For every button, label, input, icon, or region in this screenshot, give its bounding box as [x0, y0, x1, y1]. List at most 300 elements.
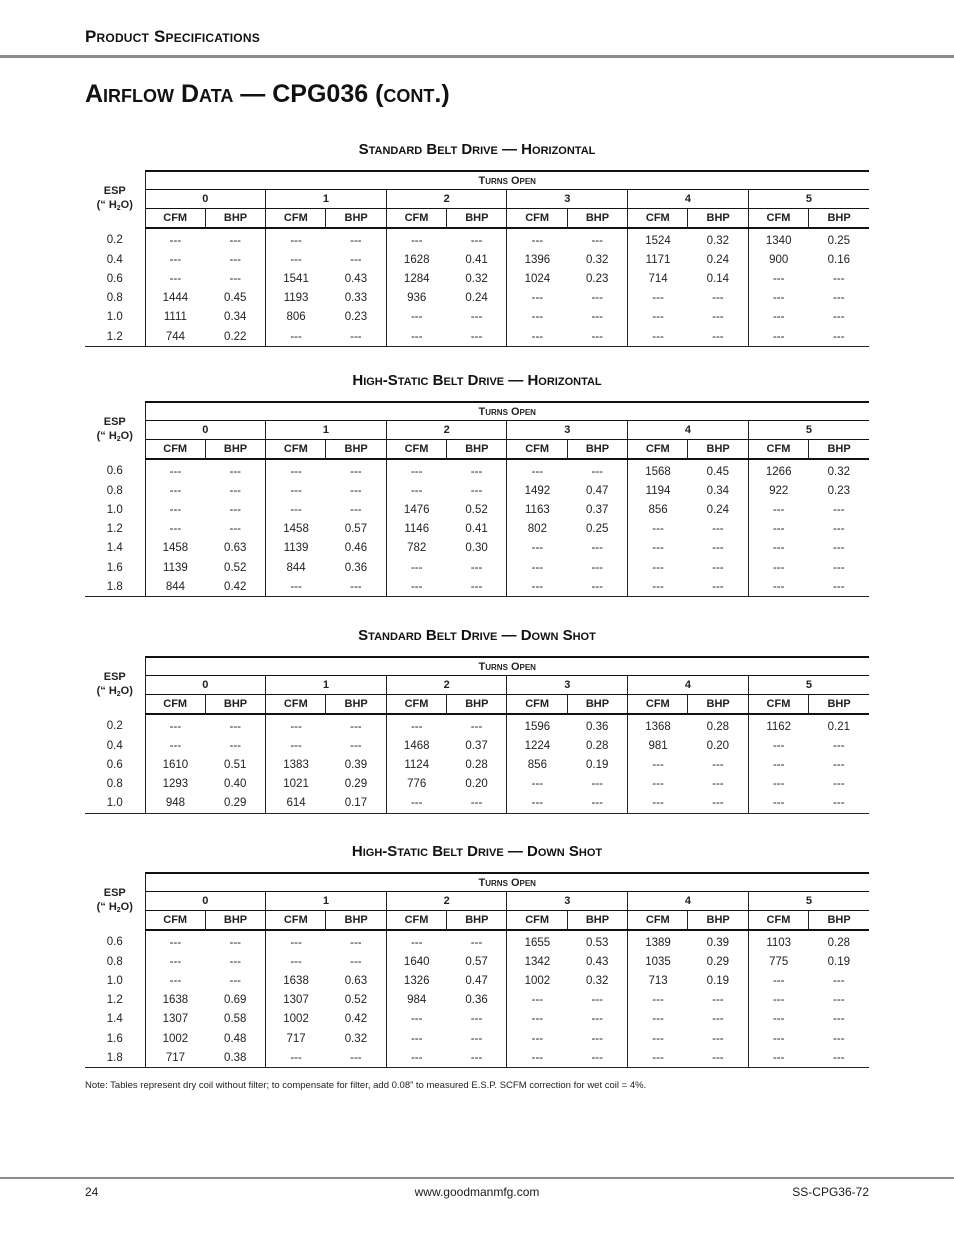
- bhp-value: ---: [567, 459, 627, 481]
- bhp-value: ---: [688, 775, 748, 794]
- cfm-value: ---: [169, 739, 182, 752]
- turns-column-header: 3: [507, 421, 628, 440]
- bhp-value: ---: [833, 311, 845, 324]
- cfm-value: 714: [648, 272, 668, 285]
- cfm-value: 1002: [524, 974, 551, 987]
- cfm-value: ---: [169, 720, 182, 733]
- cfm-value: 717: [286, 1032, 306, 1045]
- cfm-value: 802: [527, 523, 547, 536]
- cfm-value: ---: [290, 484, 302, 497]
- bhp-value: 0.34: [688, 481, 748, 500]
- esp-value: 1.2: [85, 520, 145, 539]
- bhp-value: 0.32: [447, 269, 507, 288]
- cfm-value: ---: [772, 272, 785, 285]
- bhp-value: ---: [567, 539, 627, 558]
- page-title: Airflow Data — CPG036 (cont.): [85, 80, 450, 108]
- cfm-value: ---: [410, 561, 423, 574]
- esp-header-label: ESP: [103, 886, 126, 899]
- bhp-header: BHP: [447, 695, 507, 715]
- bhp-value: ---: [205, 459, 265, 481]
- cfm-header: CFM: [628, 695, 688, 715]
- table-row: [85, 539, 869, 558]
- cfm-value: 984: [407, 994, 427, 1007]
- esp-value: 0.2: [85, 714, 145, 736]
- cfm-value: ---: [169, 234, 182, 247]
- cfm-value: ---: [290, 720, 302, 733]
- bhp-value: 0.23: [827, 484, 850, 497]
- cfm-value: ---: [410, 1013, 423, 1026]
- cfm-value: ---: [531, 292, 544, 305]
- bhp-value: ---: [567, 1048, 627, 1068]
- turns-column-header: 5: [748, 676, 869, 695]
- bhp-value: ---: [833, 1013, 845, 1026]
- cfm-value: ---: [652, 1032, 664, 1045]
- cfm-value: ---: [772, 542, 785, 555]
- bhp-value: 0.29: [688, 952, 748, 971]
- cfm-value: ---: [169, 955, 182, 968]
- bhp-header: BHP: [809, 440, 869, 460]
- bhp-value: ---: [447, 481, 507, 500]
- bhp-value: 0.39: [688, 930, 748, 952]
- cfm-value: ---: [169, 465, 182, 478]
- esp-value: 0.2: [85, 228, 145, 250]
- cfm-header: CFM: [748, 911, 808, 931]
- cfm-value: ---: [386, 1048, 446, 1068]
- table-row: [85, 1010, 869, 1029]
- bhp-value: ---: [447, 1048, 507, 1068]
- bhp-value: 0.63: [205, 539, 265, 558]
- cfm-value: ---: [507, 577, 567, 597]
- cfm-value: 1293: [162, 778, 189, 791]
- cfm-value: 1368: [645, 720, 671, 733]
- bhp-header: BHP: [809, 911, 869, 931]
- turns-column-header: 4: [628, 892, 749, 911]
- table-row: [85, 558, 869, 577]
- cfm-value: ---: [531, 1013, 544, 1026]
- esp-header-unit: (“ $H_2O$): [96, 900, 133, 914]
- esp-value: 1.8: [85, 1048, 145, 1068]
- cfm-value: 1163: [525, 503, 550, 516]
- esp-value: 0.6: [85, 930, 145, 952]
- bhp-value: 0.47: [567, 481, 627, 500]
- table-row: [85, 755, 869, 774]
- turns-open-header: Turns Open: [145, 873, 869, 892]
- bhp-value: ---: [447, 308, 507, 327]
- cfm-value: ---: [628, 1048, 688, 1068]
- esp-value: 1.6: [85, 1029, 145, 1048]
- bhp-value: 0.28: [447, 755, 507, 774]
- bhp-value: 0.53: [567, 930, 627, 952]
- cfm-value: ---: [386, 327, 446, 347]
- cfm-header: CFM: [145, 440, 205, 460]
- bhp-header: BHP: [447, 911, 507, 931]
- esp-header-label: ESP: [103, 415, 126, 428]
- cfm-value: ---: [748, 794, 808, 814]
- bhp-value: 0.29: [205, 794, 265, 814]
- turns-column-header: 5: [748, 892, 869, 911]
- esp-header-label: ESP: [103, 670, 126, 683]
- cfm-header: CFM: [748, 695, 808, 715]
- turns-column-header: 5: [748, 421, 869, 440]
- bhp-value: ---: [567, 289, 627, 308]
- turns-column-header: 2: [386, 892, 507, 911]
- cfm-value: 936: [407, 292, 427, 305]
- bhp-value: ---: [809, 1048, 869, 1068]
- table-row: [85, 520, 869, 539]
- cfm-value: ---: [290, 739, 302, 752]
- turns-column-header: 1: [266, 190, 387, 209]
- bhp-value: 0.51: [205, 755, 265, 774]
- bhp-value: 0.46: [326, 539, 386, 558]
- section-title-standard-downshot: Standard Belt Drive — Down Shot: [358, 627, 596, 644]
- esp-value: 1.4: [85, 1010, 145, 1029]
- esp-value: 1.0: [85, 971, 145, 990]
- turns-column-header: 2: [386, 421, 507, 440]
- bhp-value: 0.16: [827, 253, 850, 266]
- bhp-value: ---: [205, 250, 265, 269]
- bhp-value: 0.20: [688, 736, 748, 755]
- bhp-header: BHP: [809, 209, 869, 229]
- cfm-value: ---: [652, 311, 664, 324]
- cfm-header: CFM: [386, 440, 446, 460]
- website-link[interactable]: www.goodmanmfg.com: [414, 1185, 540, 1199]
- bhp-value: ---: [447, 577, 507, 597]
- bhp-value: 0.47: [447, 971, 507, 990]
- bhp-value: 0.52: [447, 500, 507, 519]
- bhp-value: ---: [567, 228, 627, 250]
- cfm-value: ---: [531, 994, 544, 1007]
- bhp-value: ---: [326, 228, 386, 250]
- cfm-value: ---: [410, 1032, 423, 1045]
- bhp-value: 0.36: [447, 991, 507, 1010]
- bhp-value: 0.24: [447, 289, 507, 308]
- bhp-value: 0.32: [567, 971, 627, 990]
- table-row: [85, 794, 869, 814]
- cfm-value: 856: [648, 503, 668, 516]
- bhp-value: 0.52: [326, 991, 386, 1010]
- cfm-value: 1284: [403, 272, 430, 285]
- turns-column-header: 3: [507, 676, 628, 695]
- bhp-value: 0.41: [447, 250, 507, 269]
- airflow-table-standard-horizontal: [85, 170, 869, 347]
- cfm-value: 1307: [283, 994, 309, 1007]
- header-divider: [0, 55, 954, 58]
- cfm-value: 1266: [765, 465, 792, 478]
- cfm-header: CFM: [507, 440, 567, 460]
- cfm-value: 1640: [403, 955, 430, 968]
- cfm-value: ---: [290, 955, 302, 968]
- bhp-value: ---: [567, 775, 627, 794]
- cfm-value: ---: [531, 778, 544, 791]
- bhp-value: ---: [447, 228, 507, 250]
- bhp-header: BHP: [567, 209, 627, 229]
- footer-divider: [0, 1177, 954, 1179]
- cfm-value: ---: [169, 523, 182, 536]
- cfm-value: 1124: [404, 758, 430, 771]
- turns-column-header: 5: [748, 190, 869, 209]
- bhp-value: ---: [833, 542, 845, 555]
- esp-value: 1.2: [85, 327, 145, 347]
- bhp-header: BHP: [688, 695, 748, 715]
- bhp-header: BHP: [567, 440, 627, 460]
- cfm-value: 717: [145, 1048, 205, 1068]
- bhp-value: ---: [688, 539, 748, 558]
- cfm-value: ---: [410, 465, 423, 478]
- bhp-value: 0.28: [688, 714, 748, 736]
- bhp-value: ---: [809, 794, 869, 814]
- bhp-value: ---: [326, 736, 386, 755]
- esp-header-unit: (“ $H_2O$): [96, 198, 133, 212]
- bhp-value: 0.42: [326, 1010, 386, 1029]
- bhp-value: 0.52: [205, 558, 265, 577]
- bhp-value: ---: [567, 1010, 627, 1029]
- cfm-value: 922: [769, 484, 789, 497]
- page-number: 24: [85, 1185, 99, 1199]
- bhp-value: 0.24: [688, 500, 748, 519]
- bhp-value: ---: [567, 1029, 627, 1048]
- bhp-value: 0.32: [688, 228, 748, 250]
- bhp-header: BHP: [447, 209, 507, 229]
- cfm-value: ---: [652, 778, 664, 791]
- bhp-value: ---: [447, 558, 507, 577]
- bhp-value: ---: [688, 1010, 748, 1029]
- table-row: [85, 775, 869, 794]
- bhp-value: 0.40: [205, 775, 265, 794]
- cfm-header: CFM: [145, 209, 205, 229]
- bhp-header: BHP: [205, 209, 265, 229]
- cfm-value: 1103: [766, 936, 792, 949]
- cfm-value: ---: [772, 292, 785, 305]
- cfm-value: 1024: [524, 272, 551, 285]
- esp-value: 0.8: [85, 775, 145, 794]
- table-row: [85, 500, 869, 519]
- bhp-value: ---: [833, 1032, 845, 1045]
- cfm-value: 1162: [766, 720, 792, 733]
- turns-column-header: 0: [145, 676, 266, 695]
- bhp-value: ---: [688, 577, 748, 597]
- cfm-value: ---: [772, 523, 785, 536]
- bhp-value: ---: [688, 558, 748, 577]
- bhp-value: ---: [447, 1010, 507, 1029]
- esp-value: 1.4: [85, 539, 145, 558]
- cfm-value: 1396: [524, 253, 551, 266]
- bhp-value: ---: [688, 520, 748, 539]
- cfm-value: ---: [169, 253, 182, 266]
- turns-column-header: 2: [386, 676, 507, 695]
- cfm-header: CFM: [266, 209, 326, 229]
- bhp-value: ---: [326, 952, 386, 971]
- airflow-table-standard-downshot: [85, 656, 869, 814]
- cfm-value: ---: [531, 465, 544, 478]
- cfm-value: 782: [407, 542, 427, 555]
- bhp-value: 0.45: [688, 459, 748, 481]
- bhp-value: ---: [205, 736, 265, 755]
- bhp-value: ---: [205, 228, 265, 250]
- bhp-value: ---: [688, 1029, 748, 1048]
- bhp-value: 0.63: [326, 971, 386, 990]
- bhp-value: ---: [326, 459, 386, 481]
- bhp-value: 0.32: [567, 250, 627, 269]
- section-title-highstatic-horizontal: High-Static Belt Drive — Horizontal: [352, 372, 602, 389]
- cfm-value: ---: [772, 739, 785, 752]
- cfm-header: CFM: [386, 209, 446, 229]
- bhp-value: ---: [833, 523, 845, 536]
- cfm-value: ---: [772, 1013, 785, 1026]
- bhp-value: ---: [809, 577, 869, 597]
- bhp-value: ---: [833, 974, 845, 987]
- bhp-value: ---: [205, 269, 265, 288]
- bhp-header: BHP: [688, 209, 748, 229]
- table-row: [85, 971, 869, 990]
- table-row: [85, 327, 869, 347]
- bhp-value: 0.14: [688, 269, 748, 288]
- cfm-value: 1171: [645, 253, 671, 266]
- table-note: Note: Tables represent dry coil without filter; to compensate for filter, add 0.08” to measured E.S.P. SCFM correction for wet coil = 4%.: [85, 1080, 647, 1091]
- cfm-value: ---: [628, 327, 688, 347]
- cfm-value: ---: [652, 542, 664, 555]
- bhp-value: 0.19: [567, 755, 627, 774]
- bhp-header: BHP: [688, 911, 748, 931]
- cfm-value: 1224: [524, 739, 551, 752]
- cfm-value: ---: [169, 936, 182, 949]
- table-row: [85, 991, 869, 1010]
- bhp-value: 0.19: [827, 955, 850, 968]
- bhp-header: BHP: [809, 695, 869, 715]
- esp-value: 0.4: [85, 736, 145, 755]
- bhp-value: 0.45: [205, 289, 265, 308]
- table-row: [85, 308, 869, 327]
- bhp-value: ---: [205, 930, 265, 952]
- cfm-header: CFM: [748, 440, 808, 460]
- cfm-value: 1524: [645, 234, 671, 247]
- cfm-value: ---: [772, 311, 785, 324]
- table-row: [85, 269, 869, 288]
- esp-value: 1.0: [85, 794, 145, 814]
- cfm-value: 1638: [162, 994, 189, 1007]
- cfm-header: CFM: [748, 209, 808, 229]
- cfm-value: 1021: [283, 778, 309, 791]
- bhp-value: 0.57: [326, 520, 386, 539]
- cfm-value: 1111: [163, 311, 187, 324]
- bhp-value: ---: [833, 778, 845, 791]
- cfm-value: ---: [169, 272, 182, 285]
- bhp-value: ---: [833, 292, 845, 305]
- cfm-value: ---: [652, 292, 664, 305]
- cfm-header: CFM: [507, 209, 567, 229]
- bhp-header: BHP: [567, 695, 627, 715]
- turns-column-header: 2: [386, 190, 507, 209]
- table-row: [85, 1048, 869, 1068]
- cfm-value: 948: [145, 794, 205, 814]
- cfm-value: ---: [531, 542, 544, 555]
- bhp-header: BHP: [567, 911, 627, 931]
- cfm-value: 1002: [162, 1032, 189, 1045]
- bhp-header: BHP: [326, 209, 386, 229]
- bhp-value: 0.37: [447, 736, 507, 755]
- bhp-value: ---: [688, 327, 748, 347]
- esp-value: 0.8: [85, 481, 145, 500]
- bhp-value: ---: [833, 739, 845, 752]
- cfm-value: ---: [410, 234, 423, 247]
- cfm-value: 1655: [524, 936, 551, 949]
- cfm-value: ---: [772, 994, 785, 1007]
- esp-header: [85, 171, 145, 228]
- bhp-value: 0.38: [205, 1048, 265, 1068]
- cfm-header: CFM: [266, 440, 326, 460]
- cfm-header: CFM: [628, 911, 688, 931]
- cfm-value: ---: [290, 253, 302, 266]
- bhp-value: ---: [833, 272, 845, 285]
- cfm-value: ---: [531, 234, 544, 247]
- cfm-value: ---: [290, 503, 302, 516]
- cfm-value: ---: [410, 311, 423, 324]
- airflow-table-highstatic-horizontal: [85, 401, 869, 597]
- turns-column-header: 4: [628, 190, 749, 209]
- cfm-value: ---: [628, 794, 688, 814]
- cfm-value: ---: [169, 974, 182, 987]
- cfm-value: 1146: [404, 523, 430, 536]
- turns-open-header: Turns Open: [145, 402, 869, 421]
- cfm-value: ---: [507, 1048, 567, 1068]
- cfm-value: ---: [531, 1032, 544, 1045]
- bhp-value: 0.43: [567, 952, 627, 971]
- cfm-value: ---: [290, 936, 302, 949]
- cfm-value: 1389: [645, 936, 671, 949]
- cfm-value: 614: [266, 794, 326, 814]
- bhp-value: ---: [567, 327, 627, 347]
- cfm-value: 1610: [162, 758, 189, 771]
- bhp-value: ---: [567, 991, 627, 1010]
- bhp-value: ---: [447, 714, 507, 736]
- bhp-value: 0.23: [567, 269, 627, 288]
- bhp-value: ---: [326, 500, 386, 519]
- bhp-value: ---: [326, 250, 386, 269]
- bhp-header: BHP: [205, 911, 265, 931]
- turns-column-header: 0: [145, 190, 266, 209]
- cfm-value: 1139: [163, 561, 188, 574]
- bhp-value: ---: [205, 714, 265, 736]
- cfm-value: 713: [648, 974, 668, 987]
- cfm-value: 744: [145, 327, 205, 347]
- cfm-value: 900: [769, 253, 789, 266]
- turns-open-header: Turns Open: [145, 171, 869, 190]
- bhp-value: ---: [447, 1029, 507, 1048]
- bhp-value: 0.37: [567, 500, 627, 519]
- bhp-value: 0.58: [205, 1010, 265, 1029]
- cfm-value: ---: [652, 758, 664, 771]
- document-id: SS-CPG36-72: [792, 1185, 869, 1199]
- bhp-value: 0.34: [205, 308, 265, 327]
- cfm-value: ---: [507, 794, 567, 814]
- turns-column-header: 4: [628, 421, 749, 440]
- bhp-value: ---: [567, 577, 627, 597]
- bhp-value: 0.33: [326, 289, 386, 308]
- bhp-value: ---: [833, 561, 845, 574]
- esp-header-label: ESP: [103, 184, 126, 197]
- bhp-value: ---: [567, 308, 627, 327]
- cfm-value: ---: [772, 778, 785, 791]
- cfm-value: ---: [652, 994, 664, 1007]
- cfm-value: ---: [772, 1032, 785, 1045]
- cfm-value: 806: [286, 311, 306, 324]
- cfm-value: 1193: [283, 292, 309, 305]
- bhp-value: 0.57: [447, 952, 507, 971]
- cfm-value: 1492: [524, 484, 551, 497]
- esp-value: 0.6: [85, 269, 145, 288]
- cfm-value: ---: [531, 311, 544, 324]
- turns-column-header: 1: [266, 892, 387, 911]
- bhp-value: ---: [326, 327, 386, 347]
